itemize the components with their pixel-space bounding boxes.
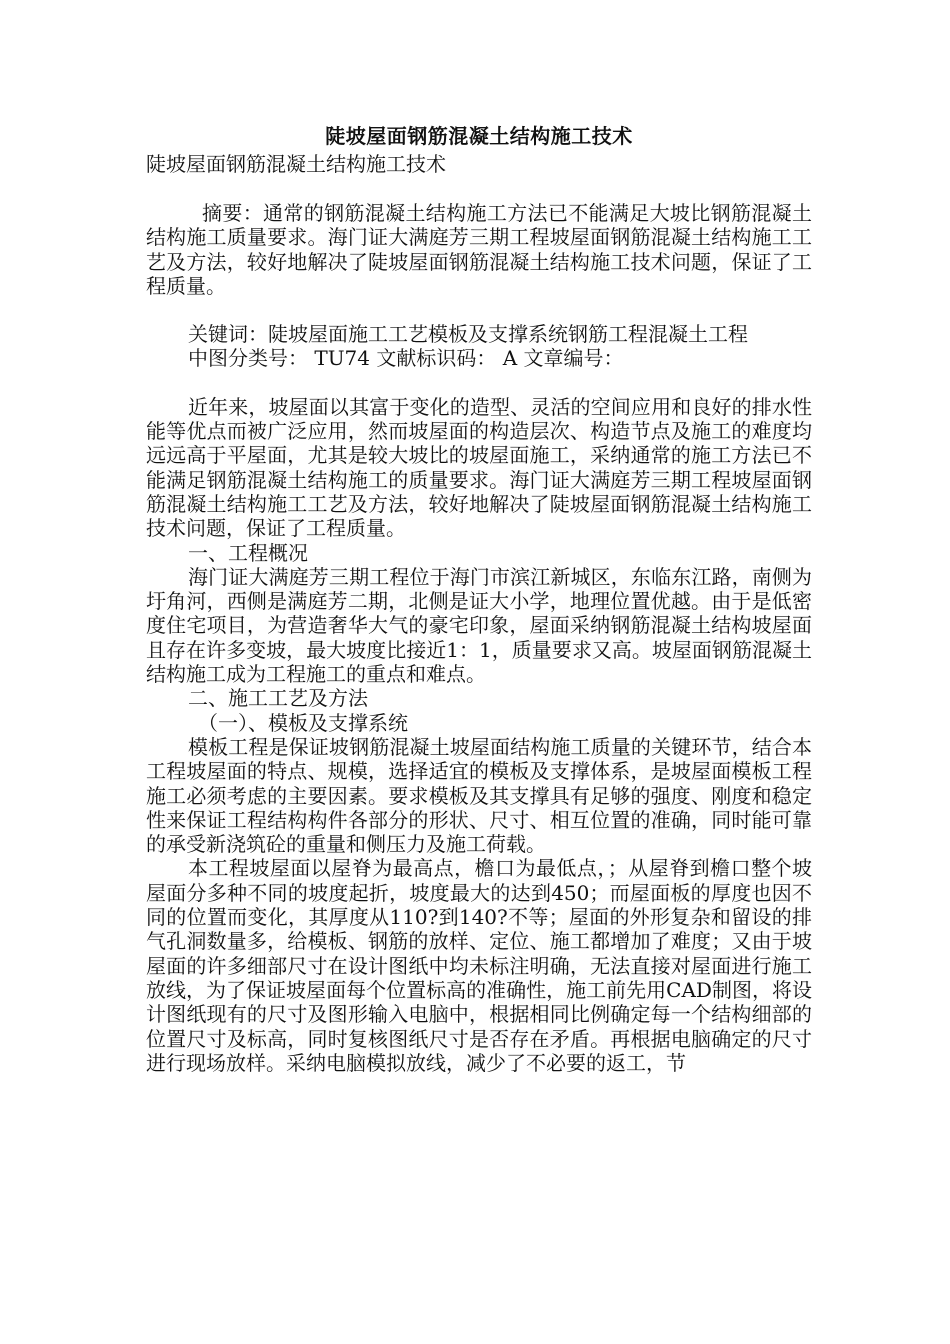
- document-subtitle: 陡坡屋面钢筋混凝土结构施工技术: [146, 152, 446, 176]
- section-2-heading: 二、施工工艺及方法: [188, 686, 368, 711]
- section-1-heading: 一、工程概况: [188, 540, 308, 565]
- section-1-paragraph: 海门证大满庭芳三期工程位于海门市滨江新城区，东临东江路，南侧为圩角河，西侧是满庭芳二期，北侧是证大小学，地理位置优越。由于是低密度住宅项目，为营造奢华大气的豪宅印象，屋面采纳钢筋混凝土结构坡屋面且存在许多变坡，最大坡度比接近1：1，质量要求又高。坡屋面钢筋混凝土结构施工成为工程施工的重点和难点。: [146, 564, 812, 687]
- classification-line: 中图分类号： TU74 文献标识码： A 文章编号：: [188, 346, 624, 371]
- document-body: [146, 121, 812, 1075]
- abstract-paragraph: 摘要：通常的钢筋混凝土结构施工方法已不能满足大坡比钢筋混凝土结构施工质量要求。海门证大满庭芳三期工程坡屋面钢筋混凝土结构施工工艺及方法，较好地解决了陡坡屋面钢筋混凝土结构施工技术问题，保证了工程质量。: [146, 201, 812, 298]
- section-2-1-paragraph-2: 本工程坡屋面以屋脊为最高点，檐口为最低点，；从屋脊到檐口整个坡屋面分多种不同的坡度起折，坡度最大的达到450；而屋面板的厚度也因不同的位置而变化，其厚度从110?到140?不等；屋面的外形复杂和留设的排气孔洞数量多，给模板、钢筋的放样、定位、施工都增加了难度；又由于坡屋面的许多细部尺寸在设计图纸中均未标注明确，无法直接对屋面进行施工放线，为了保证坡屋面每个位置标高的准确性，施工前先用CAD制图，将设计图纸现有的尺寸及图形输入电脑中，根据相同比例确定每一个结构细部的位置尺寸及标高，同时复核图纸尺寸是否存在矛盾。再根据电脑确定的尺寸进行现场放样。采纳电脑模拟放线，减少了不必要的返工，节: [146, 856, 812, 1075]
- keywords-line: 关键词：陡坡屋面施工工艺模板及支撑系统钢筋工程混凝土工程: [188, 322, 748, 347]
- document-title: 陡坡屋面钢筋混凝土结构施工技术: [325, 124, 633, 148]
- intro-paragraph: 近年来，坡屋面以其富于变化的造型、灵活的空间应用和良好的排水性能等优点而被广泛应用，然而坡屋面的构造层次、构造节点及施工的难度均远远高于平屋面，尤其是较大坡比的坡屋面施工，采纳通常的施工方法已不能满足钢筋混凝土结构施工的质量要求。海门证大满庭芳三期工程坡屋面钢筋混凝土结构施工工艺及方法，较好地解决了陡坡屋面钢筋混凝土结构施工技术问题，保证了工程质量。: [146, 394, 812, 541]
- section-2-1-paragraph-1: 模板工程是保证坡钢筋混凝土坡屋面结构施工质量的关键环节，结合本工程坡屋面的特点、规模，选择适宜的模板及支撑体系，是坡屋面模板工程施工必须考虑的主要因素。要求模板及其支撑具有足够的强度、刚度和稳定性来保证工程结构构件各部分的形状、尺寸、相互位置的准确，同时能可靠的承受新浇筑砼的重量和侧压力及施工荷载。: [146, 734, 812, 857]
- section-2-1-heading: （一）、模板及支撑系统: [198, 710, 408, 735]
